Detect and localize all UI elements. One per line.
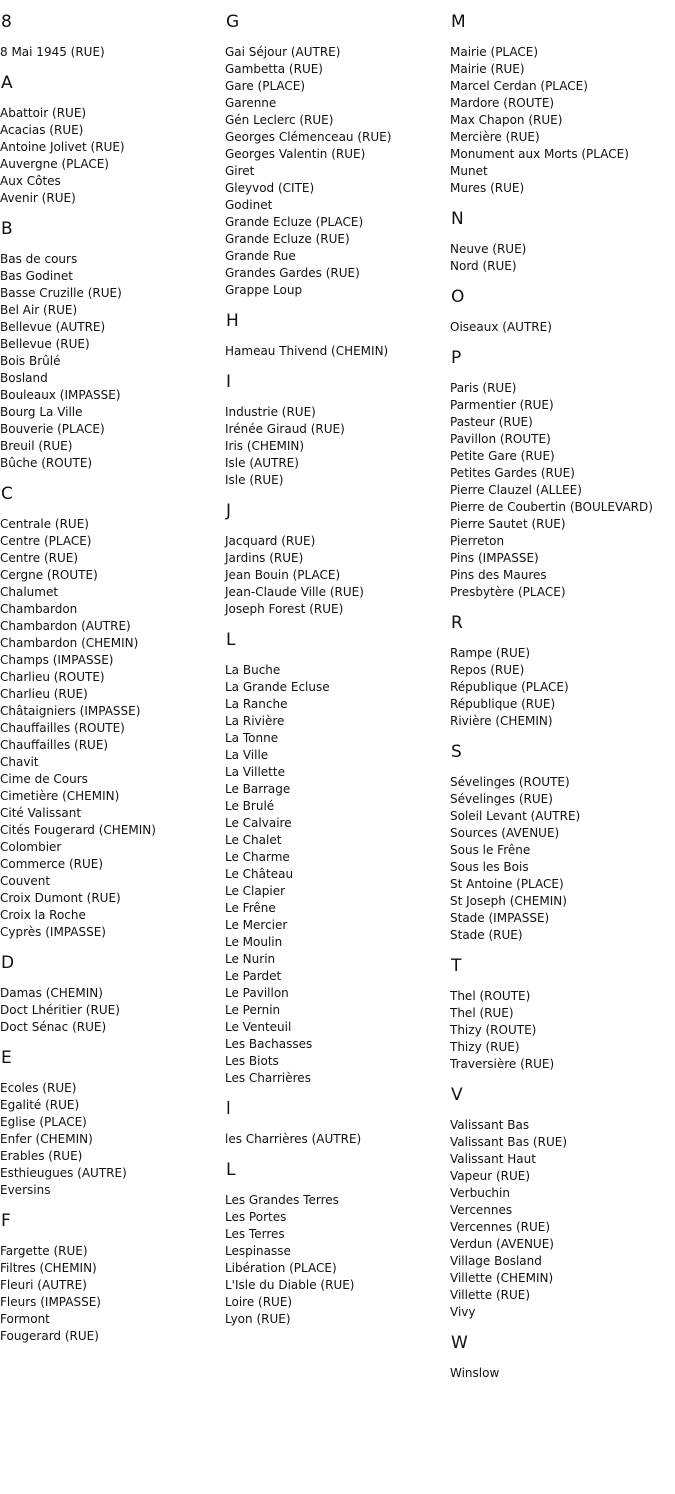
- street-list: [450, 774, 675, 944]
- street-link[interactable]: La Rivière: [225, 714, 285, 728]
- street-index-column-3: [450, 0, 675, 1392]
- street-link[interactable]: Les Portes: [225, 1210, 287, 1224]
- street-link[interactable]: Avenir (RUE): [0, 191, 76, 205]
- street-link[interactable]: Presbytère (PLACE): [450, 585, 566, 599]
- street-link[interactable]: Nord (RUE): [450, 259, 517, 273]
- street-link[interactable]: Erables (RUE): [0, 1149, 83, 1163]
- street-link[interactable]: Soleil Levant (AUTRE): [450, 809, 581, 823]
- letter-section: [225, 12, 447, 299]
- street-link[interactable]: Fleuri (AUTRE): [0, 1278, 87, 1292]
- street-link[interactable]: Bas de cours: [0, 252, 78, 266]
- section-letter-heading: G: [226, 12, 240, 32]
- street-link[interactable]: Colombier: [0, 840, 62, 854]
- street-link[interactable]: Vercennes (RUE): [450, 1220, 551, 1234]
- letter-section: [450, 613, 675, 730]
- letter-section: [0, 73, 222, 207]
- letter-section: [0, 484, 222, 941]
- street-link[interactable]: Acacias (RUE): [0, 123, 84, 137]
- street-link[interactable]: Les Biots: [225, 1054, 279, 1068]
- street-index-column-1: [0, 0, 222, 1355]
- street-link[interactable]: Traversière (RUE): [450, 1057, 555, 1071]
- street-link[interactable]: Centrale (RUE): [0, 517, 89, 531]
- street-link[interactable]: Parmentier (RUE): [450, 398, 554, 412]
- section-letter-heading: L: [226, 1160, 236, 1180]
- street-link[interactable]: Thel (ROUTE): [450, 989, 531, 1003]
- section-letter-heading: F: [1, 1211, 11, 1231]
- street-link[interactable]: Le Venteuil: [225, 1020, 292, 1034]
- street-link[interactable]: Monument aux Morts (PLACE): [450, 147, 629, 161]
- street-link[interactable]: Vapeur (RUE): [450, 1169, 531, 1183]
- street-link[interactable]: Jean-Claude Ville (RUE): [225, 585, 364, 599]
- street-link[interactable]: Châtaigniers (IMPASSE): [0, 704, 141, 718]
- street-link[interactable]: Doct Lhéritier (RUE): [0, 1003, 120, 1017]
- street-link[interactable]: Giret: [225, 164, 255, 178]
- street-link[interactable]: Bouverie (PLACE): [0, 422, 105, 436]
- street-link[interactable]: Mardore (ROUTE): [450, 96, 555, 110]
- section-letter-heading: L: [226, 630, 236, 650]
- street-list: [225, 404, 447, 489]
- street-list: [0, 44, 222, 61]
- street-link[interactable]: Centre (PLACE): [0, 534, 92, 548]
- street-link[interactable]: Bourg La Ville: [0, 405, 83, 419]
- letter-section: [225, 1160, 447, 1328]
- street-link[interactable]: les Charrières (AUTRE): [225, 1132, 362, 1146]
- street-link[interactable]: Sévelinges (RUE): [450, 792, 553, 806]
- street-link[interactable]: Cyprès (IMPASSE): [0, 925, 106, 939]
- letter-section: [0, 1211, 222, 1345]
- street-list: [450, 44, 675, 197]
- letter-section: [450, 742, 675, 944]
- street-list: [0, 1243, 222, 1345]
- street-list: [0, 251, 222, 472]
- street-link[interactable]: Valissant Bas: [450, 1118, 530, 1132]
- street-link[interactable]: Antoine Jolivet (RUE): [0, 140, 125, 154]
- street-link[interactable]: Pasteur (RUE): [450, 415, 533, 429]
- street-link[interactable]: Cime de Cours: [0, 772, 88, 786]
- street-link[interactable]: Chauffailles (RUE): [0, 738, 109, 752]
- street-link[interactable]: Marcel Cerdan (PLACE): [450, 79, 588, 93]
- street-link[interactable]: Le Pardet: [225, 969, 282, 983]
- letter-section: [0, 219, 222, 472]
- street-link[interactable]: Egalité (RUE): [0, 1098, 80, 1112]
- street-link[interactable]: Doct Sénac (RUE): [0, 1020, 107, 1034]
- street-link[interactable]: Le Mercier: [225, 918, 288, 932]
- street-list: [225, 44, 447, 299]
- section-letter-heading: 8: [1, 12, 12, 32]
- street-link[interactable]: Garenne: [225, 96, 277, 110]
- street-link[interactable]: Cergne (ROUTE): [0, 568, 98, 582]
- street-link[interactable]: Cités Fougerard (CHEMIN): [0, 823, 156, 837]
- section-letter-heading: S: [451, 742, 462, 762]
- section-letter-heading: O: [451, 287, 465, 307]
- street-link[interactable]: Fougerard (RUE): [0, 1329, 99, 1343]
- street-link[interactable]: Petite Gare (RUE): [450, 449, 555, 463]
- street-link[interactable]: Bouleaux (IMPASSE): [0, 388, 121, 402]
- street-link[interactable]: Grappe Loup: [225, 283, 303, 297]
- street-link[interactable]: Les Grandes Terres: [225, 1193, 339, 1207]
- street-link[interactable]: L'Isle du Diable (RUE): [225, 1278, 355, 1292]
- street-link[interactable]: Le Moulin: [225, 935, 283, 949]
- street-link[interactable]: Georges Valentin (RUE): [225, 147, 366, 161]
- street-link[interactable]: Lyon (RUE): [225, 1312, 291, 1326]
- section-letter-heading: R: [451, 613, 463, 633]
- letter-section: [0, 1048, 222, 1199]
- street-link[interactable]: Godinet: [225, 198, 273, 212]
- street-link[interactable]: Aux Côtes: [0, 174, 61, 188]
- street-link[interactable]: Chambardon (CHEMIN): [0, 636, 139, 650]
- street-link[interactable]: Sous le Frêne: [450, 843, 531, 857]
- section-letter-heading: W: [451, 1333, 468, 1353]
- street-link[interactable]: Gleyvod (CITE): [225, 181, 315, 195]
- street-link[interactable]: Paris (RUE): [450, 381, 517, 395]
- street-link[interactable]: Mairie (PLACE): [450, 45, 539, 59]
- street-link[interactable]: Le Pernin: [225, 1003, 281, 1017]
- letter-section: [225, 630, 447, 1087]
- street-link[interactable]: Irénée Giraud (RUE): [225, 422, 345, 436]
- street-link[interactable]: Rampe (RUE): [450, 646, 530, 660]
- street-link[interactable]: Le Chalet: [225, 833, 282, 847]
- street-link[interactable]: Sévelinges (ROUTE): [450, 775, 570, 789]
- street-link[interactable]: Bûche (ROUTE): [0, 456, 93, 470]
- street-link[interactable]: Munet: [450, 164, 488, 178]
- section-letter-heading: M: [451, 12, 466, 32]
- street-link[interactable]: Villette (RUE): [450, 1288, 531, 1302]
- letter-section: [0, 953, 222, 1036]
- section-letter-heading: E: [1, 1048, 12, 1068]
- street-link[interactable]: Fargette (RUE): [0, 1244, 88, 1258]
- street-link[interactable]: 8 Mai 1945 (RUE): [0, 45, 105, 59]
- street-link[interactable]: La Villette: [225, 765, 285, 779]
- street-link[interactable]: Max Chapon (RUE): [450, 113, 563, 127]
- letter-section: [450, 209, 675, 275]
- street-link[interactable]: Vercennes: [450, 1203, 513, 1217]
- street-link[interactable]: Libération (PLACE): [225, 1261, 337, 1275]
- street-link[interactable]: Lespinasse: [225, 1244, 291, 1258]
- street-link[interactable]: Charlieu (ROUTE): [0, 670, 105, 684]
- street-link[interactable]: Filtres (CHEMIN): [0, 1261, 97, 1275]
- street-index-column-2: [225, 0, 447, 1338]
- street-list: [0, 1080, 222, 1199]
- street-link[interactable]: Cimetière (CHEMIN): [0, 789, 120, 803]
- street-link[interactable]: Jardins (RUE): [225, 551, 304, 565]
- street-list: [225, 1131, 447, 1148]
- street-link[interactable]: Isle (AUTRE): [225, 456, 299, 470]
- street-link[interactable]: Gare (PLACE): [225, 79, 306, 93]
- section-letter-heading: N: [451, 209, 464, 229]
- street-link[interactable]: Pierre Sautet (RUE): [450, 517, 566, 531]
- letter-section: [225, 1099, 447, 1148]
- street-list: [450, 988, 675, 1073]
- street-link[interactable]: Auvergne (PLACE): [0, 157, 109, 171]
- section-letter-heading: D: [1, 953, 15, 973]
- street-link[interactable]: Loire (RUE): [225, 1295, 293, 1309]
- street-link[interactable]: Le Château: [225, 867, 294, 881]
- street-link[interactable]: La Ville: [225, 748, 269, 762]
- street-link[interactable]: Verbuchin: [450, 1186, 510, 1200]
- letter-section: [225, 311, 447, 360]
- street-link[interactable]: Ecoles (RUE): [0, 1081, 77, 1095]
- section-letter-heading: A: [1, 73, 13, 93]
- street-link[interactable]: Breuil (RUE): [0, 439, 73, 453]
- street-link[interactable]: Thizy (ROUTE): [450, 1023, 537, 1037]
- street-link[interactable]: Eglise (PLACE): [0, 1115, 87, 1129]
- street-link[interactable]: St Joseph (CHEMIN): [450, 894, 567, 908]
- street-link[interactable]: Thel (RUE): [450, 1006, 514, 1020]
- street-link[interactable]: Pins des Maures: [450, 568, 547, 582]
- street-link[interactable]: Grande Ecluze (RUE): [225, 232, 350, 246]
- street-link[interactable]: Verdun (AVENUE): [450, 1237, 554, 1251]
- street-list: [225, 1192, 447, 1328]
- street-link[interactable]: Stade (RUE): [450, 928, 523, 942]
- street-link[interactable]: Bas Godinet: [0, 269, 73, 283]
- street-link[interactable]: Cité Valissant: [0, 806, 82, 820]
- section-letter-heading: H: [226, 311, 239, 331]
- street-link[interactable]: Petites Gardes (RUE): [450, 466, 575, 480]
- letter-section: [450, 1333, 675, 1382]
- street-link[interactable]: Centre (RUE): [0, 551, 79, 565]
- street-link[interactable]: Neuve (RUE): [450, 242, 527, 256]
- street-link[interactable]: Le Clapier: [225, 884, 286, 898]
- street-link[interactable]: Commerce (RUE): [0, 857, 104, 871]
- street-link[interactable]: Chalumet: [0, 585, 59, 599]
- street-link[interactable]: Eversins: [0, 1183, 51, 1197]
- street-link[interactable]: Iris (CHEMIN): [225, 439, 305, 453]
- street-link[interactable]: Bellevue (AUTRE): [0, 320, 106, 334]
- letter-section: [225, 372, 447, 489]
- street-list: [450, 380, 675, 601]
- street-list: [450, 1365, 675, 1382]
- street-link[interactable]: Chambardon (AUTRE): [0, 619, 131, 633]
- street-link[interactable]: Valissant Haut: [450, 1152, 536, 1166]
- street-link[interactable]: Valissant Bas (RUE): [450, 1135, 567, 1149]
- street-link[interactable]: Pierre de Coubertin (BOULEVARD): [450, 500, 653, 514]
- street-list: [450, 319, 675, 336]
- street-link[interactable]: Esthieugues (AUTRE): [0, 1166, 127, 1180]
- street-link[interactable]: Villette (CHEMIN): [450, 1271, 554, 1285]
- letter-section: [0, 12, 222, 61]
- street-link[interactable]: La Ranche: [225, 697, 288, 711]
- street-link[interactable]: Sources (AVENUE): [450, 826, 560, 840]
- street-link[interactable]: Le Nurin: [225, 952, 276, 966]
- section-letter-heading: P: [451, 348, 462, 368]
- street-link[interactable]: Le Barrage: [225, 782, 291, 796]
- street-link[interactable]: Repos (RUE): [450, 663, 525, 677]
- street-link[interactable]: Hameau Thivend (CHEMIN): [225, 344, 389, 358]
- letter-section: [450, 12, 675, 197]
- street-link[interactable]: Bois Brûlé: [0, 354, 61, 368]
- street-link[interactable]: Le Charme: [225, 850, 290, 864]
- street-link[interactable]: Basse Cruzille (RUE): [0, 286, 122, 300]
- section-letter-heading: B: [1, 219, 13, 239]
- street-link[interactable]: La Buche: [225, 663, 281, 677]
- street-link[interactable]: Chauffailles (ROUTE): [0, 721, 125, 735]
- street-link[interactable]: Jean Bouin (PLACE): [225, 568, 341, 582]
- street-list: [225, 533, 447, 618]
- street-link[interactable]: Le Calvaire: [225, 816, 292, 830]
- street-link[interactable]: Le Frêne: [225, 901, 276, 915]
- street-link[interactable]: Mairie (RUE): [450, 62, 525, 76]
- street-link[interactable]: La Tonne: [225, 731, 279, 745]
- street-link[interactable]: Couvent: [0, 874, 51, 888]
- street-link[interactable]: Grande Rue: [225, 249, 296, 263]
- street-link[interactable]: Pierre Clauzel (ALLEE): [450, 483, 582, 497]
- street-link[interactable]: Les Bachasses: [225, 1037, 313, 1051]
- street-link[interactable]: Gén Leclerc (RUE): [225, 113, 334, 127]
- street-link[interactable]: Enfer (CHEMIN): [0, 1132, 93, 1146]
- letter-section: [450, 956, 675, 1073]
- street-link[interactable]: Les Charrières: [225, 1071, 311, 1085]
- street-link[interactable]: Georges Clémenceau (RUE): [225, 130, 392, 144]
- street-link[interactable]: Chambardon: [0, 602, 78, 616]
- street-link[interactable]: Les Terres: [225, 1227, 285, 1241]
- street-link[interactable]: Le Pavillon: [225, 986, 289, 1000]
- letter-section: [450, 287, 675, 336]
- street-link[interactable]: Village Bosland: [450, 1254, 542, 1268]
- street-link[interactable]: Industrie (RUE): [225, 405, 316, 419]
- letter-section: [450, 348, 675, 601]
- street-link[interactable]: Stade (IMPASSE): [450, 911, 550, 925]
- street-link[interactable]: La Grande Ecluse: [225, 680, 330, 694]
- letter-section: [450, 1085, 675, 1321]
- street-list: [225, 662, 447, 1087]
- street-link[interactable]: Grandes Gardes (RUE): [225, 266, 360, 280]
- street-link[interactable]: Mures (RUE): [450, 181, 525, 195]
- street-list: [0, 516, 222, 941]
- street-link[interactable]: Joseph Forest (RUE): [225, 602, 344, 616]
- street-link[interactable]: Grande Ecluze (PLACE): [225, 215, 364, 229]
- street-link[interactable]: République (RUE): [450, 697, 556, 711]
- street-link[interactable]: Le Brulé: [225, 799, 275, 813]
- street-link[interactable]: St Antoine (PLACE): [450, 877, 564, 891]
- street-link[interactable]: Bellevue (RUE): [0, 337, 90, 351]
- street-link[interactable]: Pierreton: [450, 534, 505, 548]
- street-link[interactable]: Formont: [0, 1312, 50, 1326]
- street-link[interactable]: Champs (IMPASSE): [0, 653, 114, 667]
- street-link[interactable]: Isle (RUE): [225, 473, 284, 487]
- street-link[interactable]: Rivière (CHEMIN): [450, 714, 553, 728]
- section-letter-heading: T: [451, 956, 462, 976]
- street-link[interactable]: Gai Séjour (AUTRE): [225, 45, 341, 59]
- street-link[interactable]: Pavillon (ROUTE): [450, 432, 551, 446]
- street-list: [450, 1117, 675, 1321]
- street-link[interactable]: Damas (CHEMIN): [0, 986, 103, 1000]
- street-link[interactable]: Winslow: [450, 1366, 500, 1380]
- street-list: [0, 105, 222, 207]
- street-link[interactable]: Sous les Bois: [450, 860, 529, 874]
- street-list: [450, 645, 675, 730]
- section-letter-heading: l: [226, 1099, 231, 1119]
- street-link[interactable]: Croix Dumont (RUE): [0, 891, 121, 905]
- street-link[interactable]: Pins (IMPASSE): [450, 551, 539, 565]
- street-link[interactable]: Oiseaux (AUTRE): [450, 320, 552, 334]
- street-link[interactable]: République (PLACE): [450, 680, 569, 694]
- street-list: [450, 241, 675, 275]
- letter-section: [225, 501, 447, 618]
- section-letter-heading: I: [226, 372, 232, 392]
- street-link[interactable]: Thizy (RUE): [450, 1040, 520, 1054]
- street-link[interactable]: Chavit: [0, 755, 39, 769]
- street-list: [225, 343, 447, 360]
- street-link[interactable]: Abattoir (RUE): [0, 106, 87, 120]
- street-link[interactable]: Charlieu (RUE): [0, 687, 88, 701]
- section-letter-heading: C: [1, 484, 13, 504]
- street-link[interactable]: Vivy: [450, 1305, 476, 1319]
- street-link[interactable]: Bel Air (RUE): [0, 303, 78, 317]
- street-link[interactable]: Mercière (RUE): [450, 130, 540, 144]
- street-link[interactable]: Gambetta (RUE): [225, 62, 323, 76]
- street-list: [0, 985, 222, 1036]
- street-link[interactable]: Jacquard (RUE): [225, 534, 316, 548]
- street-link[interactable]: Croix la Roche: [0, 908, 86, 922]
- section-letter-heading: J: [226, 501, 232, 521]
- street-link[interactable]: Fleurs (IMPASSE): [0, 1295, 101, 1309]
- street-link[interactable]: Bosland: [0, 371, 48, 385]
- section-letter-heading: V: [451, 1085, 463, 1105]
